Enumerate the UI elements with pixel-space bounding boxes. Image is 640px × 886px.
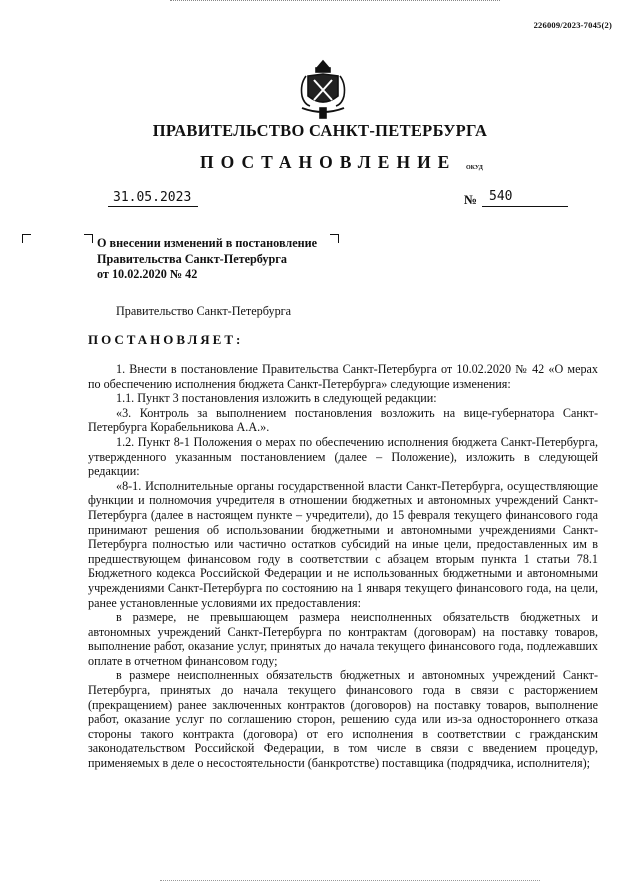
corner-mark-subject-left: [84, 234, 93, 243]
paragraph-1-1-text: «3. Контроль за выполнением постановления возложить на вице-губернатора Санкт-Петербурга Корабельникова А.А.».: [88, 405, 598, 435]
corner-mark-left: [22, 234, 31, 243]
paragraph-1-2: 1.2. Пункт 8-1 Положения о мерах по обеспечению исполнения бюджета Санкт-Петербурга, утвержденного указанным постановлением (далее – Положение), изложить в следующей редакции:: [88, 434, 598, 479]
government-name: ПРАВИТЕЛЬСТВО САНКТ-ПЕТЕРБУРГА: [152, 121, 488, 140]
subject-line-2: Правительства Санкт-Петербурга: [97, 251, 287, 266]
paragraph-1-1: 1.1. Пункт 3 постановления изложить в следующей редакции:: [116, 391, 437, 406]
date-underline: [108, 206, 198, 207]
decree-body: [88, 362, 598, 771]
subject-line-3: от 10.02.2020 № 42: [97, 267, 198, 281]
paragraph-amount-2: в размере неисполненных обязательств бюджетных и автономных учреждений Санкт-Петербурга, принятых до начала текущего финансового года в связи с расторжением (прекращением) ранее заключенных контрактов (договоров) на поставку товаров, выполнение работ, оказание услуг по соглашению сторон, решению суда или из-за одностороннего отказа стороны такого контракта (договора) от его исполнения в соответствии с гражданским законодательством Российской Федерации, в том числе в связи с введением процедур, применяемых в деле о несостоятельности (банкротстве) поставщика (подрядчика, исполнителя);: [88, 668, 598, 771]
spb-coat-of-arms-icon: [298, 56, 348, 120]
document-code: 226009/2023-7045(2): [533, 20, 612, 30]
paragraph-1: 1. Внести в постановление Правительства Санкт-Петербурга от 10.02.2020 № 42 «О мерах по обеспечению исполнения бюджета Санкт-Петербурга» следующие изменения:: [88, 362, 598, 391]
issuer-line: Правительство Санкт-Петербурга: [116, 304, 292, 318]
scan-noise-top: [170, 0, 500, 5]
subject-line-1: О внесении изменений в постановление: [97, 236, 318, 250]
okud-label: ОКУД: [466, 165, 483, 171]
number-sign: №: [464, 192, 478, 207]
decree-date: 31.05.2023: [113, 190, 192, 205]
document-type-title: ПОСТАНОВЛЕНИЕ: [200, 152, 457, 172]
paragraph-amount-1: в размере, не превышающем размера неисполненных обязательств бюджетных и автономных учреждений Санкт-Петербурга по контрактам (договорам) на поставку товаров, выполнение работ, оказание услуг, принятых до начала текущего финансового года, подлежавших оплате в отчетном финансовом году;: [88, 610, 598, 668]
resolves-heading: ПОСТАНОВЛЯЕТ:: [88, 332, 244, 347]
corner-mark-subject-right: [330, 234, 339, 243]
scan-noise-bottom: [160, 880, 540, 881]
decree-subject: [97, 236, 317, 283]
paragraph-8-1: «8-1. Исполнительные органы государственной власти Санкт-Петербурга, осуществляющие функции и полномочия учредителя в отношении бюджетных и автономных учреждений Санкт-Петербурга (далее в настоящем пункте – учредители), до 15 февраля текущего финансового года принимают решения об использовании бюджетными и автономными учреждениями Санкт-Петербурга полностью или частично остатков субсидий на иные цели, предоставленных им в предшествующем финансовом году в соответствии с абзацем вторым пункта 1 статьи 78.1 Бюджетного кодекса Российской Федерации и не использованных бюджетными и автономными учреждениями Санкт-Петербурга по состоянию на 1 января текущего финансового года, на цели, ранее установленные условиями их предоставления:: [88, 478, 598, 610]
decree-number: 540: [489, 189, 513, 204]
number-underline: [482, 206, 568, 207]
